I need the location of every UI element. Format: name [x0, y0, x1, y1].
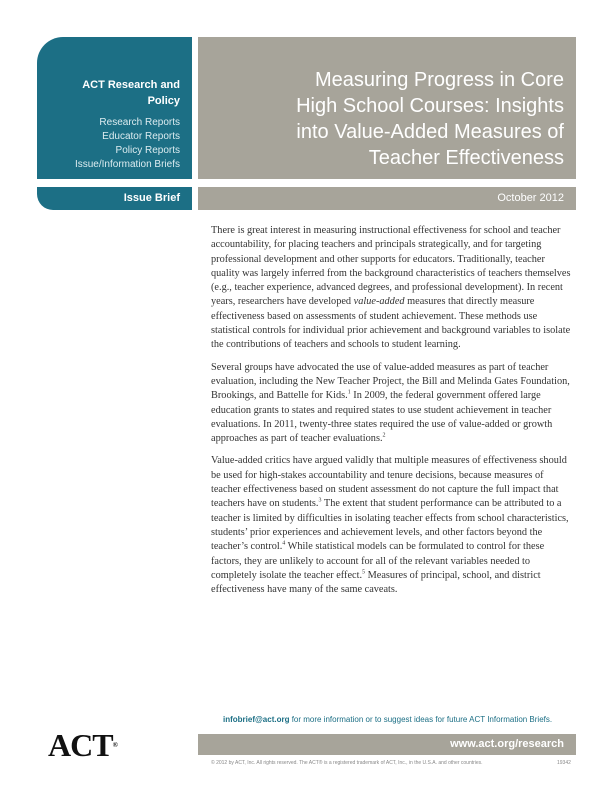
text-run: Value-added critics have argued validly that multiple measures of effectiveness should be used for high-stakes accountability and tenure decisions, because measures of teacher effectiveness based on student assessment do not capture the full impact that teachers have on students.: [211, 455, 567, 510]
article-body: [211, 224, 573, 605]
footnote-ref: 2: [382, 432, 386, 439]
title-line: Measuring Progress in Core: [315, 69, 564, 91]
link-issue-briefs[interactable]: Issue/Information Briefs: [74, 159, 180, 170]
title-line: into Value-Added Measures of: [296, 121, 564, 143]
date-bar: [198, 187, 576, 210]
text-run: Measures of principal, school, and district effectiveness have many of the same caveats.: [211, 569, 541, 596]
text-run: While statistical models can be formulated to control for these factors, they are unlikely to account for all of the relevant variables needed to completely isolate the teacher effect.: [211, 541, 545, 581]
title-line: Teacher Effectiveness: [368, 147, 564, 169]
issue-type-label: Issue Brief: [123, 192, 180, 204]
issue-type-bar: [37, 187, 192, 210]
brand-panel: [37, 37, 192, 179]
copyright-notice: © 2012 by ACT, Inc. All rights reserved. The ACT® is a registered trademark of ACT, Inc., in the U.S.A. and other countries.: [211, 760, 483, 766]
footnote-ref: 1: [347, 389, 351, 396]
report-links: [40, 116, 180, 172]
link-educator-reports[interactable]: Educator Reports: [102, 131, 180, 142]
footer-contact-line: [223, 715, 575, 729]
text-run: Several groups have advocated the use of value-added measures as part of teacher evaluation, including the New Teacher Project, the Bill and Melinda Gates Foundation, Brookings, and Battelle for Kids.: [211, 361, 570, 402]
registered-mark: ®: [112, 741, 118, 749]
title-line: High School Courses: Insights: [296, 95, 564, 117]
brand-title-line: Policy: [147, 95, 180, 107]
document-code: 19342: [557, 760, 571, 766]
website-link[interactable]: www.act.org/research: [450, 738, 564, 750]
footnote-ref: 3: [318, 497, 322, 504]
footnote-ref: 4: [282, 540, 286, 547]
paragraph-2: [211, 361, 573, 447]
footnote-ref: 5: [362, 569, 366, 576]
link-research-reports[interactable]: Research Reports: [99, 117, 180, 128]
text-run: There is great interest in measuring instructional effectiveness for school and teacher accountability, for placing teachers and principals strategically, and for targeting professional development and other supports for educators. Traditionally, teacher quality was largely inferred from the background characteristics of teachers themselves (e.g., teacher experience, advanced degrees, and professional development). In recent years, researchers have developed: [211, 225, 571, 308]
logo-text: ACT: [48, 727, 113, 763]
paragraph-3: [211, 454, 573, 597]
brand-title: [40, 77, 180, 109]
website-bar: [198, 734, 576, 755]
text-run: measures that directly measure effectiveness based on assessments of student achievement. These methods use statistical controls for individual prior achievement and background variables to isolate the contributions of teachers and schools to student learning.: [211, 296, 571, 351]
paragraph-1: [211, 224, 573, 353]
link-policy-reports[interactable]: Policy Reports: [115, 145, 180, 156]
publication-date: October 2012: [497, 192, 564, 204]
brand-title-line: ACT Research and: [82, 79, 180, 91]
text-run: In 2009, the federal government offered large education grants to states and required states to use student achievement in teacher evaluations. In 2011, twenty-three states required the use of value-added or growth approaches as part of teacher evaluations.: [211, 390, 553, 445]
footer-info-text: for more information or to suggest ideas for future ACT Information Briefs.: [289, 715, 553, 724]
page-title: [204, 67, 564, 171]
title-panel: [198, 37, 576, 179]
emphasis-value-added: value-added: [353, 296, 405, 308]
text-run: The extent that student performance can be attributed to a teacher is limited by difficulties in isolating teacher effects from school characteristics, students’ prior experiences and achievement levels, and other factors beyond the teacher’s control.: [211, 498, 569, 553]
email-link[interactable]: infobrief@act.org: [223, 715, 290, 724]
act-logo: [48, 728, 118, 762]
